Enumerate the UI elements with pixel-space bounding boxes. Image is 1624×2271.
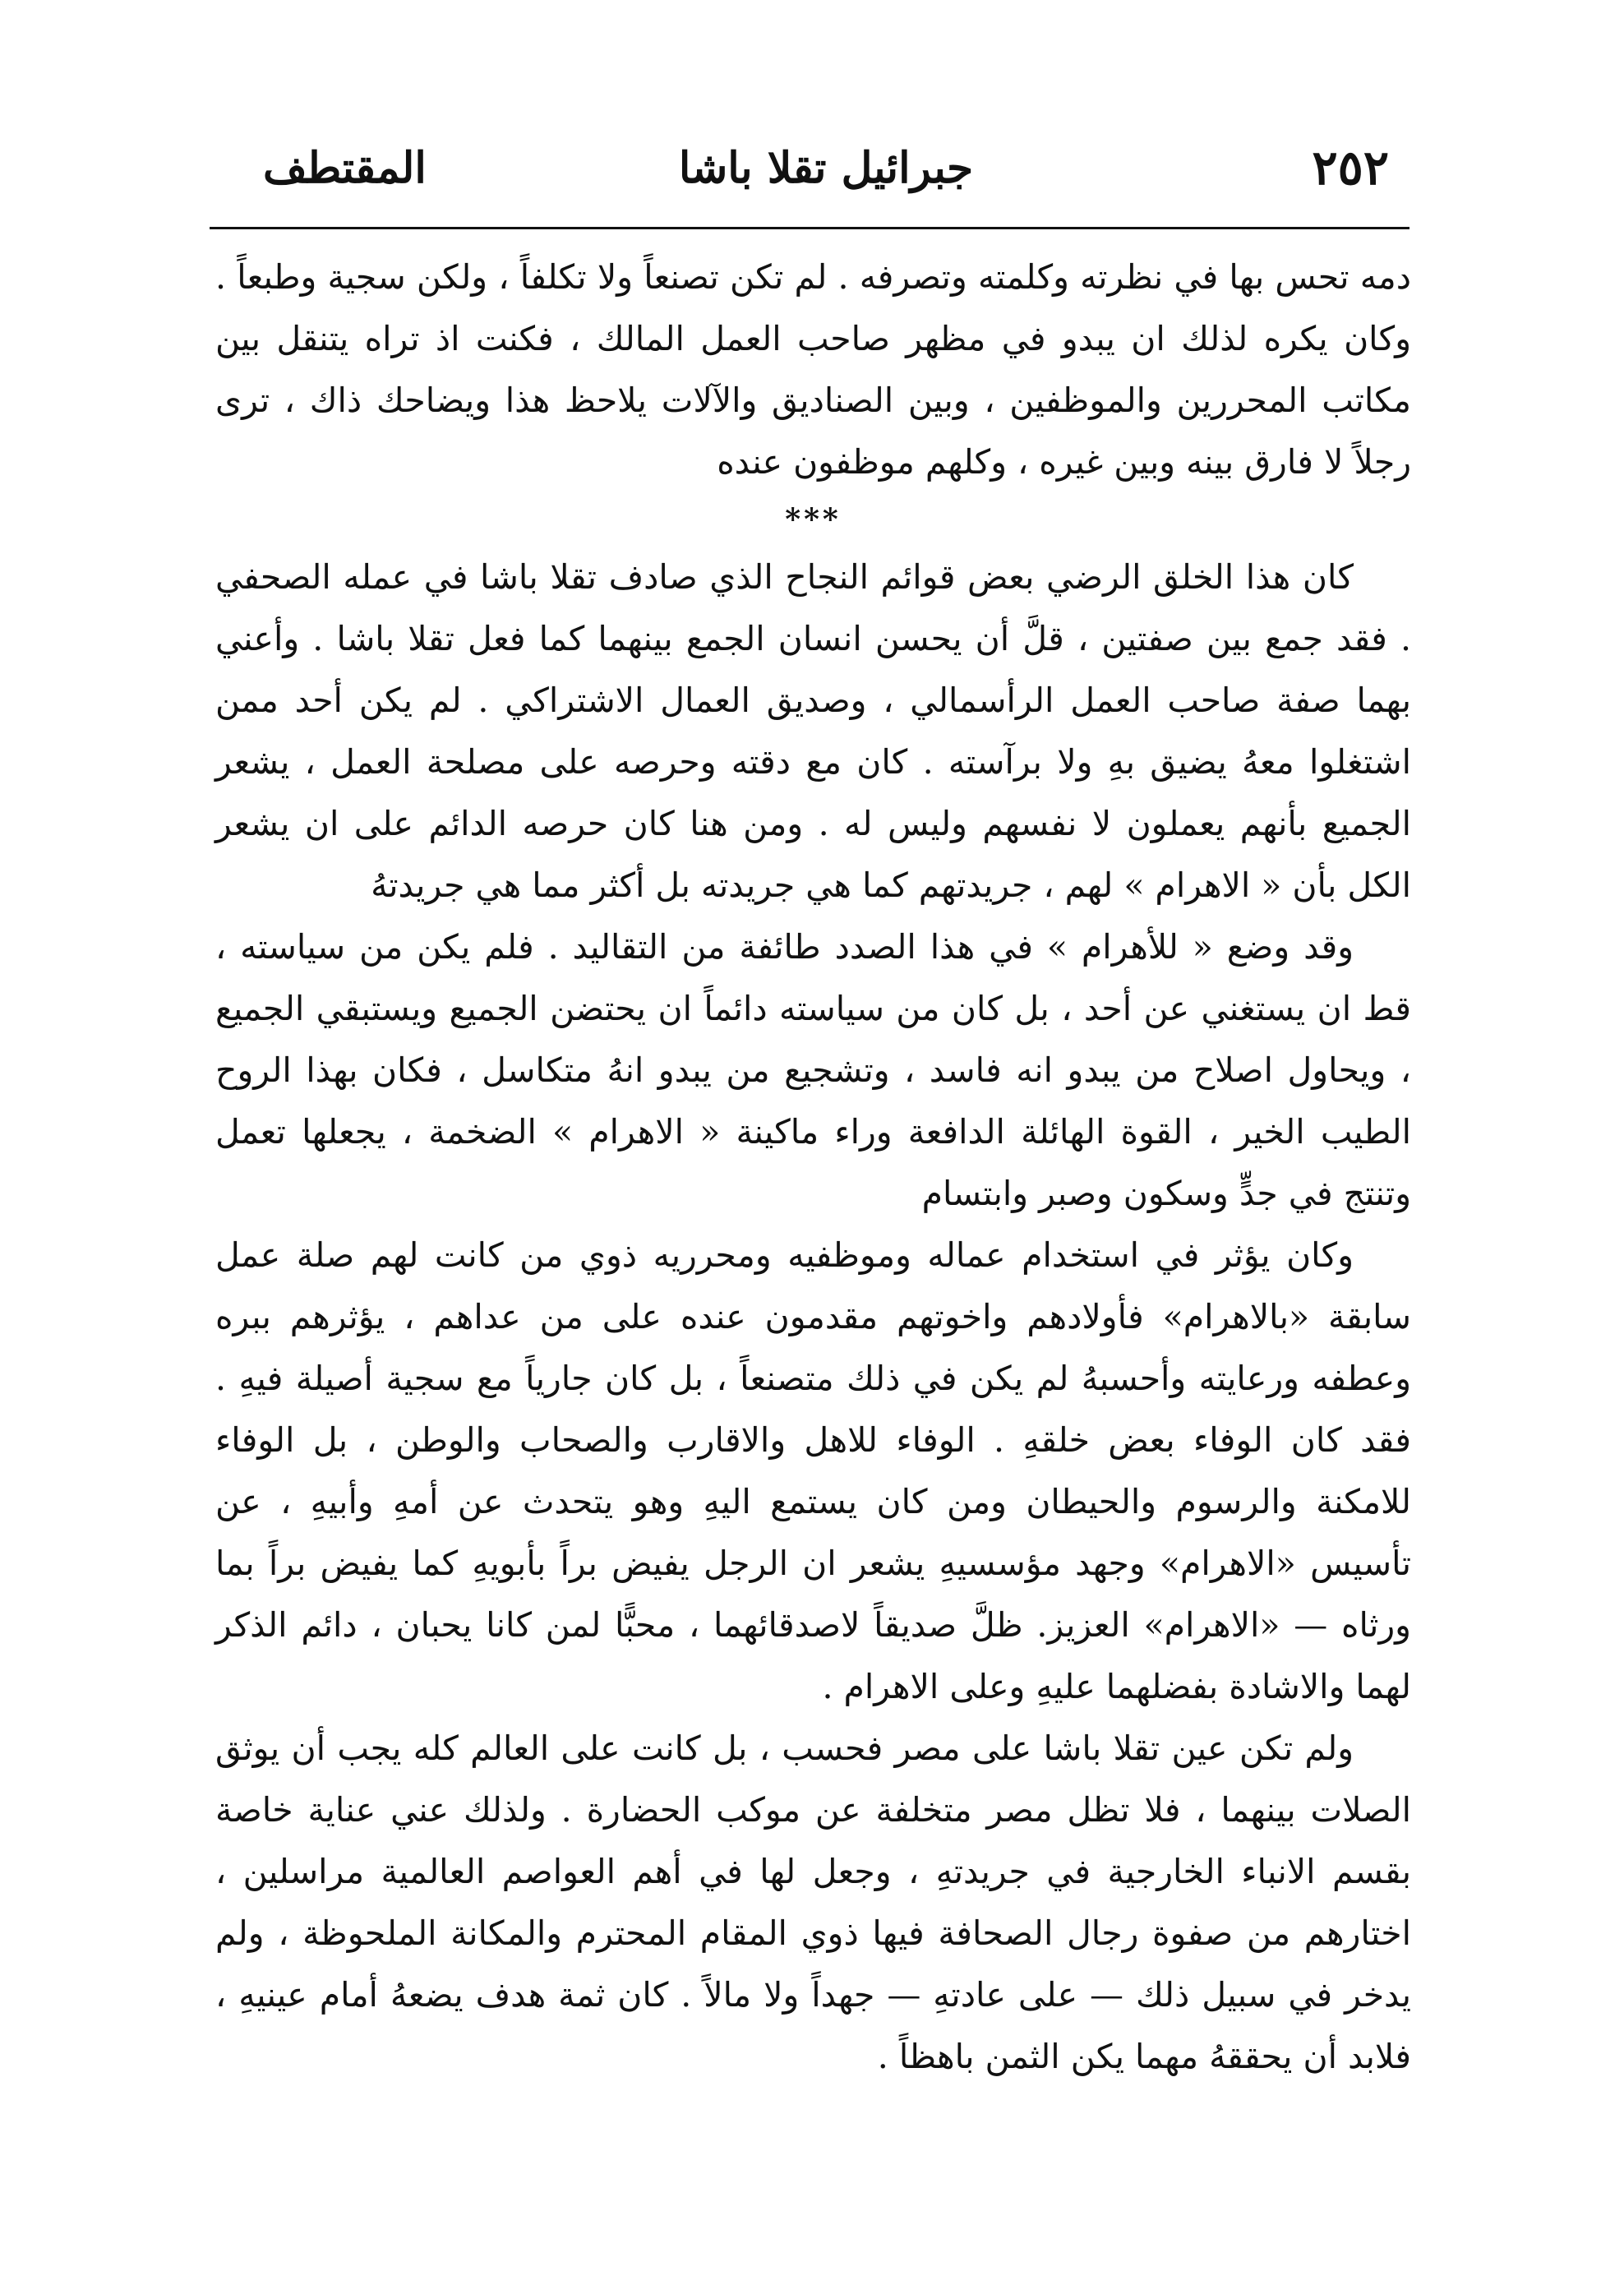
paragraph-4: وكان يؤثر في استخدام عماله وموظفيه ومحرريه ذوي من كانت لهم صلة عمل سابقة «بالاهرام» فأولادهم واخوتهم مقدمون عنده على من عداهم ، يؤثرهم ببره وعطفه ورعايته وأحسبهُ لم يكن في ذلك متصنعاً ، بل كان جارياً مع سجية أصيلة فيهِ . فقد كان الوفاء بعض خلقهِ . الوفاء للاهل والاقارب والصحاب والوطن ، بل الوفاء للامكنة والرسوم والحيطان ومن كان يستمع اليهِ وهو يتحدث عن أمهِ وأبيهِ ، عن تأسيس «الاهرام» وجهد مؤسسيهِ يشعر ان الرجل يفيض براً بأبويهِ كما يفيض براً بما ورثاه — «الاهرام» العزيز. ظلَّ صديقاً لاصدقائهما ، محبًّا لمن كانا يحبان ، دائم الذكر لهما والاشادة بفضلهما عليهِ وعلى الاهرام .	[215, 1235, 1411, 1706]
paragraph-1: دمه تحس بها في نظرته وكلمته وتصرفه . لم تكن تصنعاً ولا تكلفاً ، ولكن سجية وطبعاً . وكان يكره لذلك ان يبدو في مظهر صاحب العمل المالك ، فكنت اذ تراه يتنقل بين مكاتب المحررين والموظفين ، وبين الصناديق والآلات يلاحظ هذا ويضاحك ذاك ، ترى رجلاً لا فارق بينه وبين غيره ، وكلهم موظفون عنده	[215, 257, 1411, 482]
paragraph-5: ولم تكن عين تقلا باشا على مصر فحسب ، بل كانت على العالم كله يجب أن يوثق الصلات بينهما ، فلا تظل مصر متخلفة عن موكب الحضارة . ولذلك عني عناية خاصة بقسم الانباء الخارجية في جريدتهِ ، وجعل لها في أهم العواصم العالمية مراسلين ، اختارهم من صفوة رجال الصحافة فيها ذوي المقام المحترم والمكانة الملحوظة ، ولم يدخر في سبيل ذلك — على عادتهِ — جهداً ولا مالاً . كان ثمة هدف يضعهُ أمام عينيهِ ، فلابد أن يحققهُ مهما يكن الثمن باهظاً .	[215, 1729, 1411, 2076]
paragraph-2: كان هذا الخلق الرضي بعض قوائم النجاح الذي صادف تقلا باشا في عمله الصحفي . فقد جمع بين صفتين ، قلَّ أن يحسن انسان الجمع بينهما كما فعل تقلا باشا . وأعني بهما صفة صاحب العمل الرأسمالي ، وصديق العمال الاشتراكي . لم يكن أحد ممن اشتغلوا معهُ يضيق بهِ ولا برآسته . كان مع دقته وحرصه على مصلحة العمل ، يشعر الجميع بأنهم يعملون لا نفسهم وليس له . ومن هنا كان حرصه الدائم على ان يشعر الكل بأن « الاهرام » لهم ، جريدتهم كما هي جريدته بل أكثر مما هي جريدتهُ	[215, 557, 1411, 905]
paragraph-3: وقد وضع « للأهرام » في هذا الصدد طائفة من التقاليد . فلم يكن من سياسته ، قط ان يستغني عن أحد ، بل كان من سياسته دائماً ان يحتضن الجميع ويستبقي الجميع ، ويحاول اصلاح من يبدو انه فاسد ، وتشجيع من يبدو انهُ متكاسل ، فكان بهذا الروح الطيب الخير ، القوة الهائلة الدافعة وراء ماكينة « الاهرام » الضخمة ، يجعلها تعمل وتنتج في جدٍّ وسكون وصبر وابتسام	[215, 927, 1411, 1213]
journal-name: المقتطف	[263, 143, 427, 193]
header-rule	[210, 227, 1409, 229]
article-title: جبرائيل تقلا باشا	[678, 143, 974, 193]
running-header	[263, 140, 1389, 205]
page-number: ٢٥٢	[1312, 140, 1389, 196]
section-separator: ***	[785, 502, 842, 537]
article-body	[215, 247, 1411, 2088]
